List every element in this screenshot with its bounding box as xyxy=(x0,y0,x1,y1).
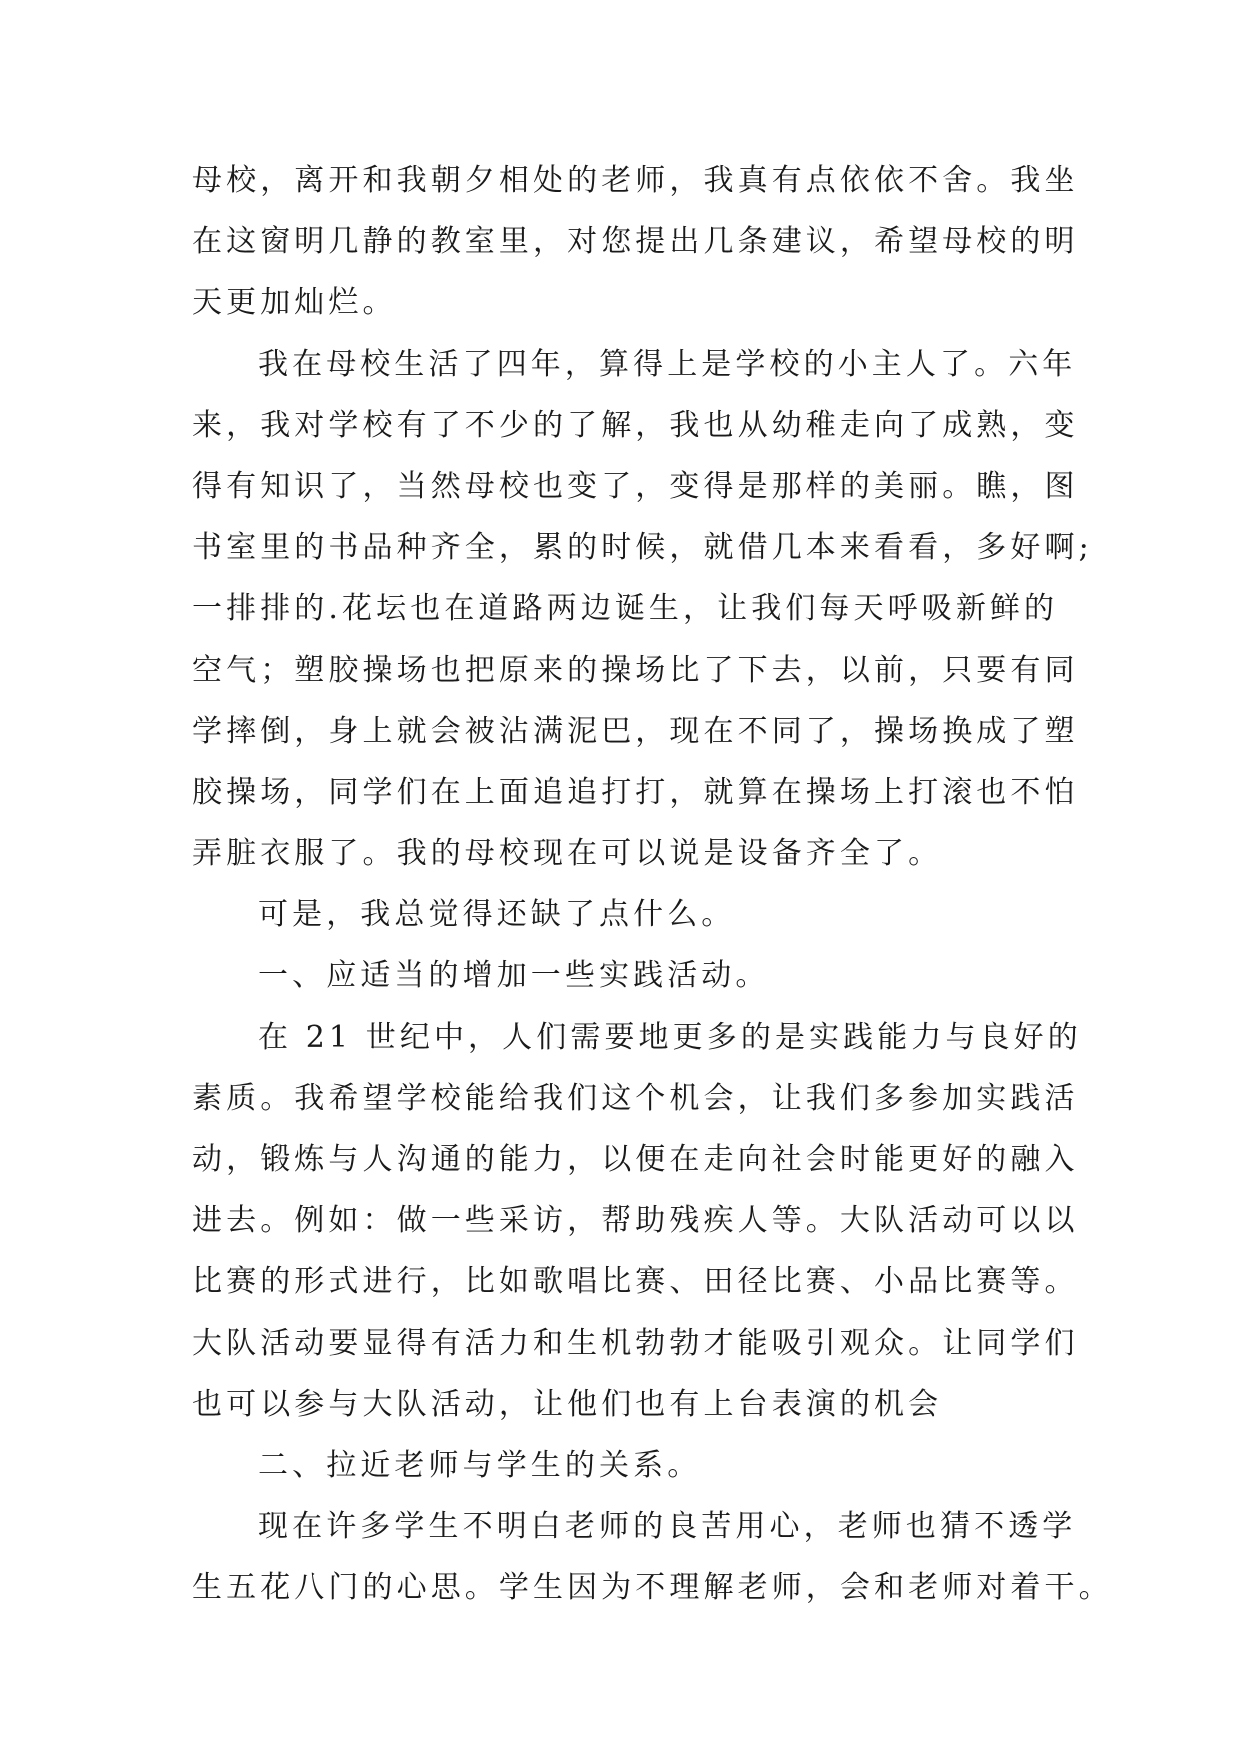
text-line: 胶操场，同学们在上面追追打打，就算在操场上打滚也不怕 xyxy=(192,774,1079,810)
paragraph-start-line: 现在许多学生不明白老师的良苦用心，老师也猜不透学 xyxy=(258,1509,1077,1545)
text-line: 得有知识了，当然母校也变了，变得是那样的美丽。瞧，图 xyxy=(192,468,1079,504)
text-line: 书室里的书品种齐全，累的时候，就借几本来看看，多好啊; xyxy=(192,530,1093,566)
text-line: 大队活动要显得有活力和生机勃勃才能吸引观众。让同学们 xyxy=(192,1325,1079,1361)
text-line: 比赛的形式进行，比如歌唱比赛、田径比赛、小品比赛等。 xyxy=(192,1264,1079,1300)
paragraph-start-line: 在 21 世纪中，人们需要地更多的是实践能力与良好的 xyxy=(258,1019,1082,1055)
section-heading-1: 一、应适当的增加一些实践活动。 xyxy=(258,958,770,994)
text-line: 母校，离开和我朝夕相处的老师，我真有点依依不舍。我坐 xyxy=(192,163,1079,198)
text-line: 学摔倒，身上就会被沾满泥巴，现在不同了，操场换成了塑 xyxy=(192,713,1079,749)
paragraph-start-line: 可是，我总觉得还缺了点什么。 xyxy=(258,897,736,933)
section-heading-2: 二、拉近老师与学生的关系。 xyxy=(258,1447,702,1483)
text-line: 也可以参与大队活动，让他们也有上台表演的机会 xyxy=(192,1386,943,1422)
text-line: 生五花八门的心思。学生因为不理解老师，会和老师对着干。 xyxy=(192,1570,1113,1606)
text-line: 空气；塑胶操场也把原来的操场比了下去，以前，只要有同 xyxy=(192,652,1079,688)
text-line: 一排排的.花坛也在道路两边诞生，让我们每天呼吸新鲜的 xyxy=(192,591,1059,627)
paragraph-start-line: 我在母校生活了四年，算得上是学校的小主人了。六年 xyxy=(258,346,1077,382)
text-line: 进去。例如：做一些采访，帮助残疾人等。大队活动可以以 xyxy=(192,1203,1079,1239)
text-line: 来，我对学校有了不少的了解，我也从幼稚走向了成熟，变 xyxy=(192,407,1079,443)
document-body xyxy=(192,150,1113,1619)
text-line: 弄脏衣服了。我的母校现在可以说是设备齐全了。 xyxy=(192,836,943,872)
text-line: 素质。我希望学校能给我们这个机会，让我们多参加实践活 xyxy=(192,1080,1079,1116)
text-line: 动，锻炼与人沟通的能力，以便在走向社会时能更好的融入 xyxy=(192,1142,1079,1177)
text-line: 天更加灿烂。 xyxy=(192,285,397,321)
text-line: 在这窗明几静的教室里，对您提出几条建议，希望母校的明 xyxy=(192,224,1079,260)
